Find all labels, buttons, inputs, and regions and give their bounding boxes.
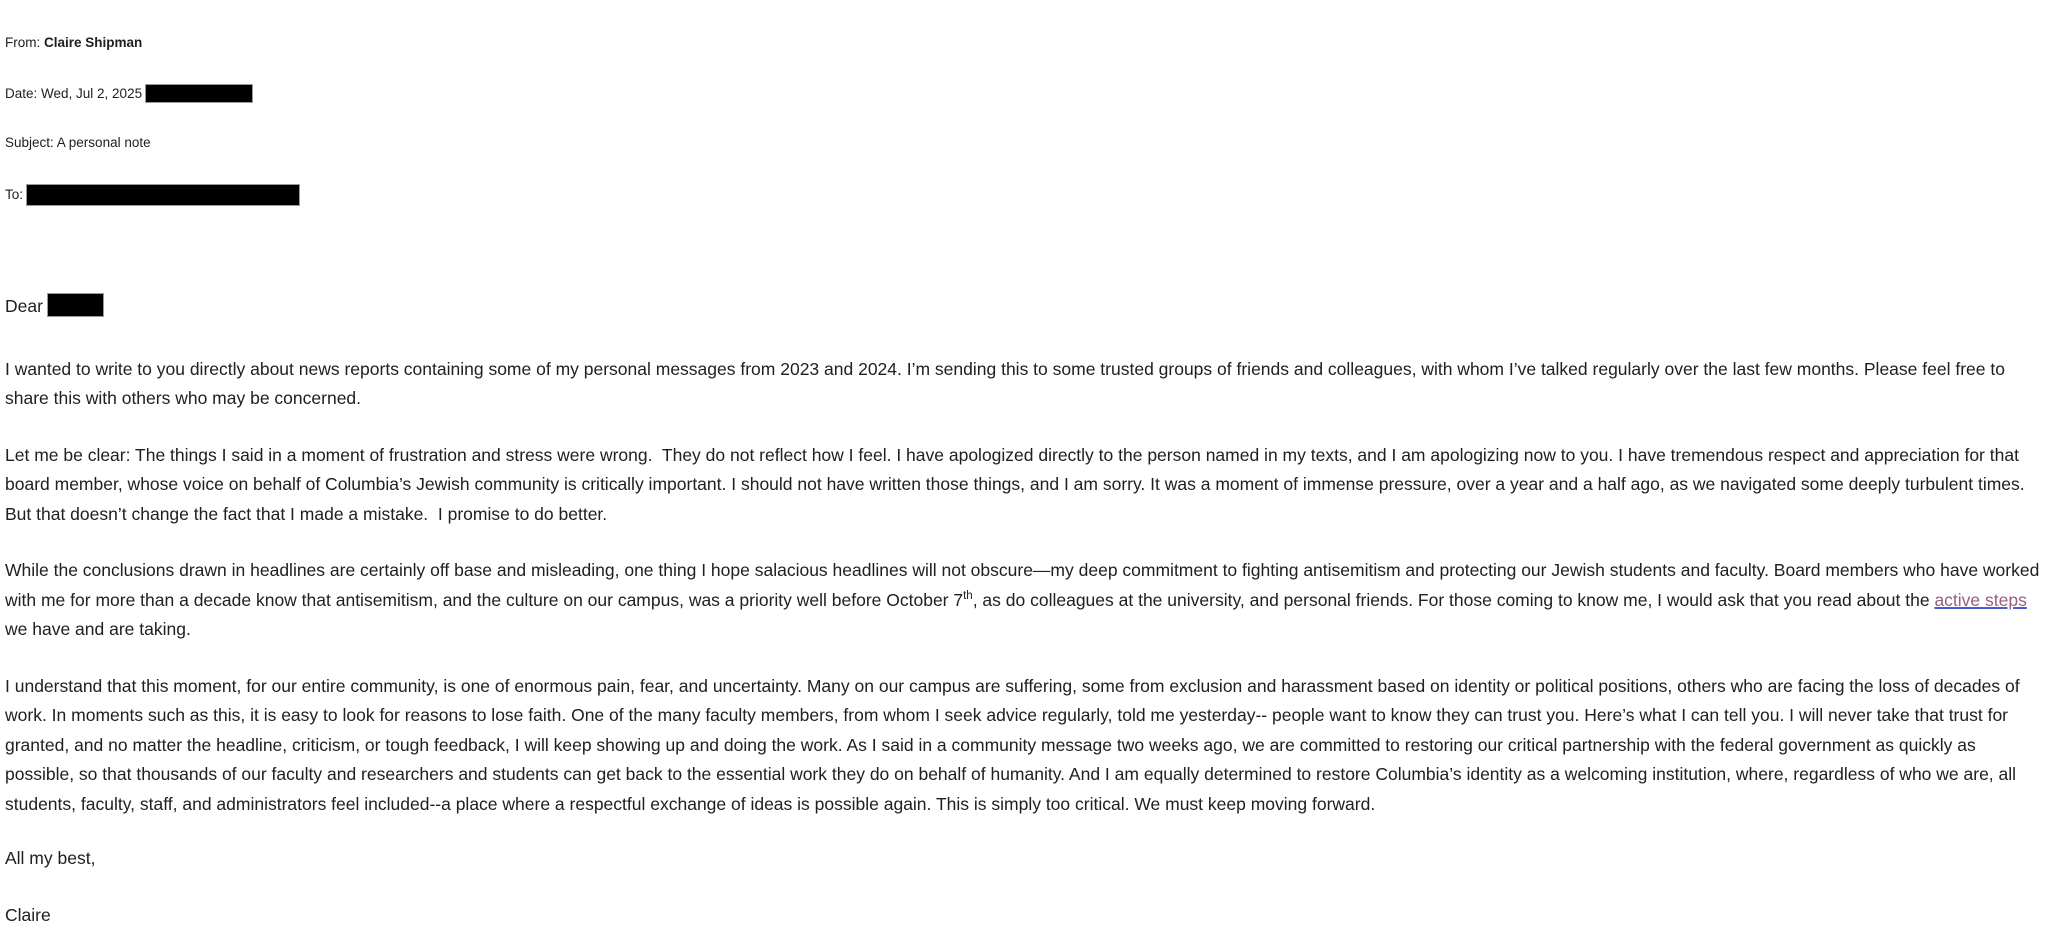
paragraph-2: Let me be clear: The things I said in a moment of frustration and stress were wrong. They do not reflect how I feel. I have apologized directly to the person named in my texts, and I am apologizing now to you. I have tremendous respect and appreciation for that board member, whose voice on behalf of Columbia’s Jewish community is critically important. I should not have written those things, and I am sorry. It was a moment of immense pressure, over a year and a half ago, as we navigated some deeply turbulent times. But that doesn’t change the fact that I made a mistake. I promise to do better.	[5, 441, 2042, 530]
greeting-line	[5, 294, 2042, 317]
email-body	[5, 294, 2042, 930]
closing-text: All my best,	[5, 844, 2042, 874]
redaction-bar-date	[146, 85, 252, 102]
header-from-line	[5, 35, 2042, 52]
date-label: Date: Wed, Jul 2, 2025	[5, 86, 146, 101]
email-header	[5, 2, 2042, 238]
greeting-label: Dear	[5, 296, 48, 316]
signature-name: Claire	[5, 901, 2042, 930]
sender-name: Claire Shipman	[44, 35, 142, 50]
paragraph-3-text-3: we have and are taking.	[5, 590, 2032, 640]
paragraph-3	[5, 556, 2042, 645]
ordinal-superscript: th	[963, 590, 973, 602]
header-date-line	[5, 85, 2042, 103]
active-steps-link[interactable]: active steps	[1934, 590, 2026, 610]
paragraph-1: I wanted to write to you directly about news reports containing some of my personal messages from 2023 and 2024. I’m sending this to some trusted groups of friends and colleagues, with whom I’ve talked regularly over the last few months. Please feel free to share this with others who may be concerned.	[5, 355, 2042, 414]
paragraph-3-text-2: , as do colleagues at the university, and personal friends. For those coming to know me, I would ask that you read about the	[973, 590, 1935, 610]
redaction-bar-to	[27, 185, 299, 205]
header-subject-line	[5, 135, 2042, 152]
header-to-line	[5, 185, 2042, 205]
from-label: From:	[5, 35, 44, 50]
subject-label: Subject: A personal note	[5, 135, 151, 150]
paragraph-3-text-1: While the conclusions drawn in headlines are certainly off base and misleading, one thing I hope salacious headlines will not obscure—my deep commitment to fighting antisemitism and protecting our Jewish students and faculty. Board members who have worked with me for more than a decade know that antisemitism, and the culture on our campus, was a priority well before October 7	[5, 560, 2044, 610]
paragraph-4: I understand that this moment, for our entire community, is one of enormous pain, fear, and uncertainty. Many on our campus are suffering, some from exclusion and harassment based on identity or political positions, others who are facing the loss of decades of work. In moments such as this, it is easy to look for reasons to lose faith. One of the many faculty members, from whom I seek advice regularly, told me yesterday-- people want to know they can trust you. Here’s what I can tell you. I will never take that trust for granted, and no matter the headline, criticism, or tough feedback, I will keep showing up and doing the work. As I said in a community message two weeks ago, we are committed to restoring our critical partnership with the federal government as quickly as possible, so that thousands of our faculty and researchers and students can get back to the essential work they do on behalf of humanity. And I am equally determined to restore Columbia’s identity as a welcoming institution, where, regardless of who we are, all students, faculty, staff, and administrators feel included--a place where a respectful exchange of ideas is possible again. This is simply too critical. We must keep moving forward.	[5, 672, 2042, 820]
redaction-bar-recipient-name	[48, 294, 103, 316]
to-label: To:	[5, 187, 27, 202]
